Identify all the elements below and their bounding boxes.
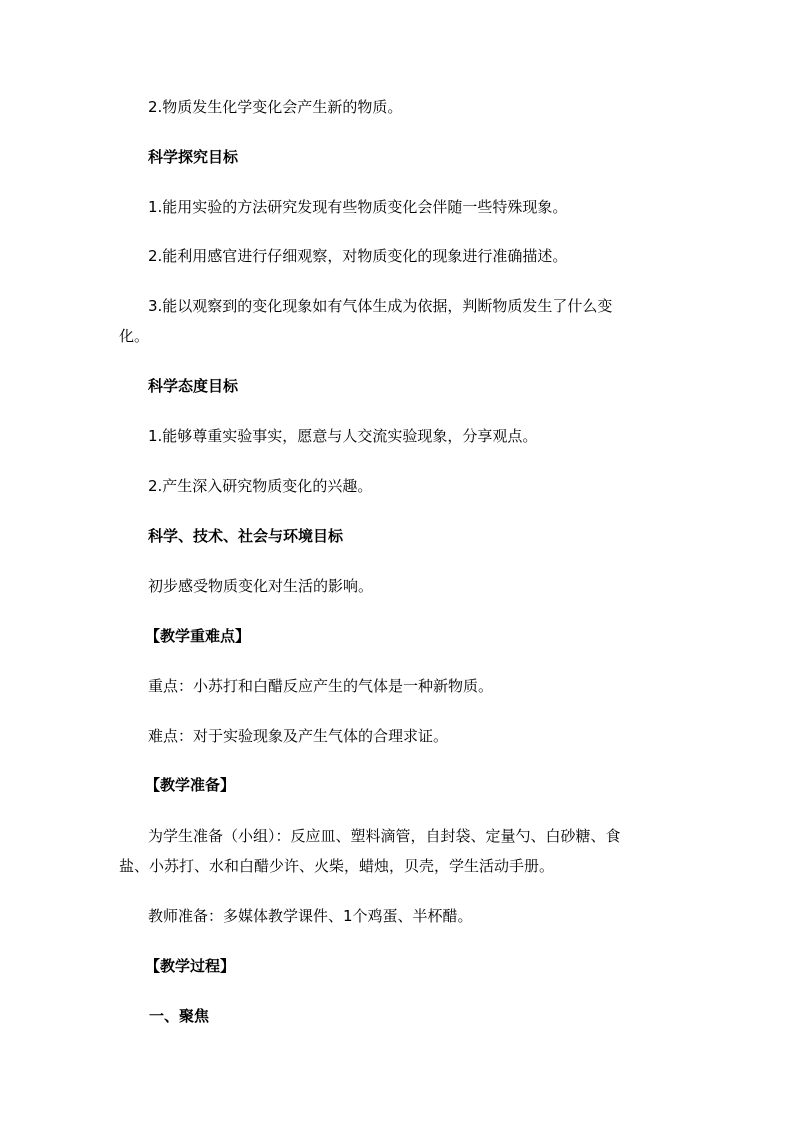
paragraph-inquiry-1: 1.能用实验的方法研究发现有些物质变化会伴随一些特殊现象。 [148, 198, 568, 216]
paragraph-inquiry-2: 2.能利用感官进行仔细观察，对物质变化的现象进行准确描述。 [148, 247, 568, 265]
paragraph-stse: 初步感受物质变化对生活的影响。 [148, 577, 374, 595]
paragraph-inquiry-3-continued: 化。 [119, 327, 150, 345]
paragraph-inquiry-3: 3.能以观察到的变化现象如有气体生成为依据，判断物质发生了什么变 [148, 297, 613, 315]
paragraph-attitude-1: 1.能够尊重实验事实，愿意与人交流实验现象，分享观点。 [148, 427, 538, 445]
paragraph-student-materials: 为学生准备（小组）：反应皿、塑料滴管，自封袋、定量勺、白砂糖、食 [148, 827, 621, 845]
paragraph-student-materials-continued: 盐、小苏打、水和白醋少许、火柴，蜡烛，贝壳，学生活动手册。 [119, 857, 555, 875]
heading-attitude-goals: 科学态度目标 [148, 377, 239, 395]
paragraph-key-point: 重点：小苏打和白醋反应产生的气体是一种新物质。 [148, 677, 494, 695]
heading-teaching-process: 【教学过程】 [145, 957, 236, 975]
heading-focus-section: 一、聚焦 [149, 1007, 210, 1025]
paragraph-difficult-point: 难点：对于实验现象及产生气体的合理求证。 [148, 727, 449, 745]
paragraph-attitude-2: 2.产生深入研究物质变化的兴趣。 [148, 477, 373, 495]
paragraph-objective-2: 2.物质发生化学变化会产生新的物质。 [148, 98, 403, 116]
heading-stse-goals: 科学、技术、社会与环境目标 [148, 527, 344, 545]
heading-key-difficult-points: 【教学重难点】 [145, 627, 251, 645]
paragraph-teacher-materials: 教师准备：多媒体教学课件、1个鸡蛋、半杯醋。 [148, 907, 473, 925]
heading-inquiry-goals: 科学探究目标 [148, 148, 239, 166]
heading-teaching-preparation: 【教学准备】 [145, 776, 236, 794]
